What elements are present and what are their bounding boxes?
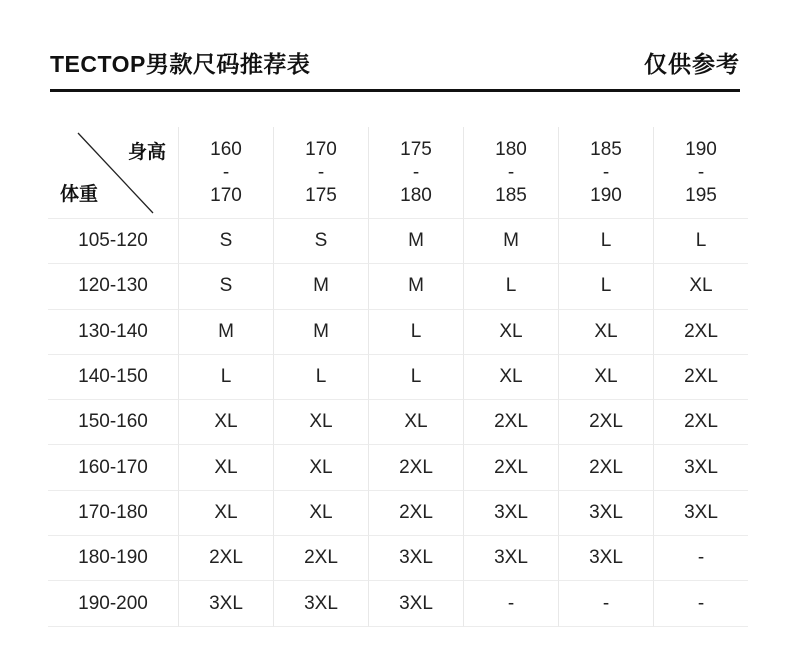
size-cell: 2XL	[368, 445, 463, 490]
size-cell: M	[273, 264, 368, 309]
range-separator: -	[507, 161, 515, 183]
height-from: 190	[685, 138, 717, 160]
weight-row-header: 160-170	[48, 445, 178, 490]
size-cell: XL	[178, 491, 273, 536]
weight-row-header: 130-140	[48, 310, 178, 355]
size-cell: S	[273, 219, 368, 264]
size-cell: XL	[653, 264, 748, 309]
height-column-header	[273, 127, 368, 219]
size-cell: M	[463, 219, 558, 264]
height-to: 170	[210, 184, 242, 206]
size-cell: -	[558, 581, 653, 626]
size-cell: -	[653, 536, 748, 581]
height-from: 185	[590, 138, 622, 160]
page-header	[50, 40, 740, 84]
size-cell: XL	[178, 400, 273, 445]
height-column-header	[178, 127, 273, 219]
size-cell: 2XL	[558, 400, 653, 445]
height-column-header	[653, 127, 748, 219]
size-cell: L	[558, 264, 653, 309]
size-cell: M	[273, 310, 368, 355]
size-cell: 3XL	[273, 581, 368, 626]
range-separator: -	[412, 161, 420, 183]
size-cell: 2XL	[558, 445, 653, 490]
height-to: 185	[495, 184, 527, 206]
size-cell: XL	[273, 445, 368, 490]
height-to: 175	[305, 184, 337, 206]
size-cell: S	[178, 219, 273, 264]
header-divider	[50, 89, 740, 92]
size-cell: XL	[368, 400, 463, 445]
weight-row-header: 190-200	[48, 581, 178, 626]
size-cell: L	[463, 264, 558, 309]
size-cell: L	[273, 355, 368, 400]
size-cell: 3XL	[558, 491, 653, 536]
size-cell: 2XL	[273, 536, 368, 581]
size-cell: XL	[558, 355, 653, 400]
size-cell: 3XL	[368, 536, 463, 581]
size-cell: XL	[463, 355, 558, 400]
weight-row-header: 140-150	[48, 355, 178, 400]
size-cell: -	[463, 581, 558, 626]
weight-row-header: 150-160	[48, 400, 178, 445]
height-to: 180	[400, 184, 432, 206]
size-cell: 3XL	[463, 536, 558, 581]
size-cell: 2XL	[463, 445, 558, 490]
size-cell: 3XL	[653, 445, 748, 490]
size-cell: 2XL	[653, 310, 748, 355]
reference-note: 仅供参考	[644, 51, 740, 77]
size-cell: M	[368, 264, 463, 309]
size-cell: 2XL	[368, 491, 463, 536]
weight-row-header: 170-180	[48, 491, 178, 536]
size-cell: 3XL	[558, 536, 653, 581]
corner-cell	[48, 127, 178, 219]
size-cell: XL	[273, 400, 368, 445]
size-cell: 2XL	[653, 355, 748, 400]
size-cell: 2XL	[178, 536, 273, 581]
weight-row-header: 180-190	[48, 536, 178, 581]
size-cell: M	[368, 219, 463, 264]
size-cell: 2XL	[463, 400, 558, 445]
height-from: 175	[400, 138, 432, 160]
size-cell: 2XL	[653, 400, 748, 445]
height-from: 170	[305, 138, 337, 160]
size-cell: XL	[273, 491, 368, 536]
page-title: TECTOP男款尺码推荐表	[50, 51, 311, 77]
size-cell: XL	[463, 310, 558, 355]
size-cell: L	[178, 355, 273, 400]
weight-axis-label: 体重	[60, 184, 99, 205]
size-cell: L	[653, 219, 748, 264]
size-cell: XL	[178, 445, 273, 490]
height-column-header	[558, 127, 653, 219]
size-cell: 3XL	[463, 491, 558, 536]
size-cell: 3XL	[368, 581, 463, 626]
size-cell: L	[368, 355, 463, 400]
size-cell: 3XL	[178, 581, 273, 626]
size-cell: M	[178, 310, 273, 355]
weight-row-header: 105-120	[48, 219, 178, 264]
range-separator: -	[317, 161, 325, 183]
height-to: 190	[590, 184, 622, 206]
size-cell: XL	[558, 310, 653, 355]
height-axis-label: 身高	[127, 142, 166, 163]
height-to: 195	[685, 184, 717, 206]
range-separator: -	[697, 161, 705, 183]
size-cell: L	[368, 310, 463, 355]
range-separator: -	[602, 161, 610, 183]
height-column-header	[463, 127, 558, 219]
size-cell: 3XL	[653, 491, 748, 536]
height-from: 180	[495, 138, 527, 160]
height-from: 160	[210, 138, 242, 160]
size-cell: -	[653, 581, 748, 626]
size-cell: S	[178, 264, 273, 309]
weight-row-header: 120-130	[48, 264, 178, 309]
size-cell: L	[558, 219, 653, 264]
height-column-header	[368, 127, 463, 219]
size-chart-table	[48, 127, 748, 627]
range-separator: -	[222, 161, 230, 183]
